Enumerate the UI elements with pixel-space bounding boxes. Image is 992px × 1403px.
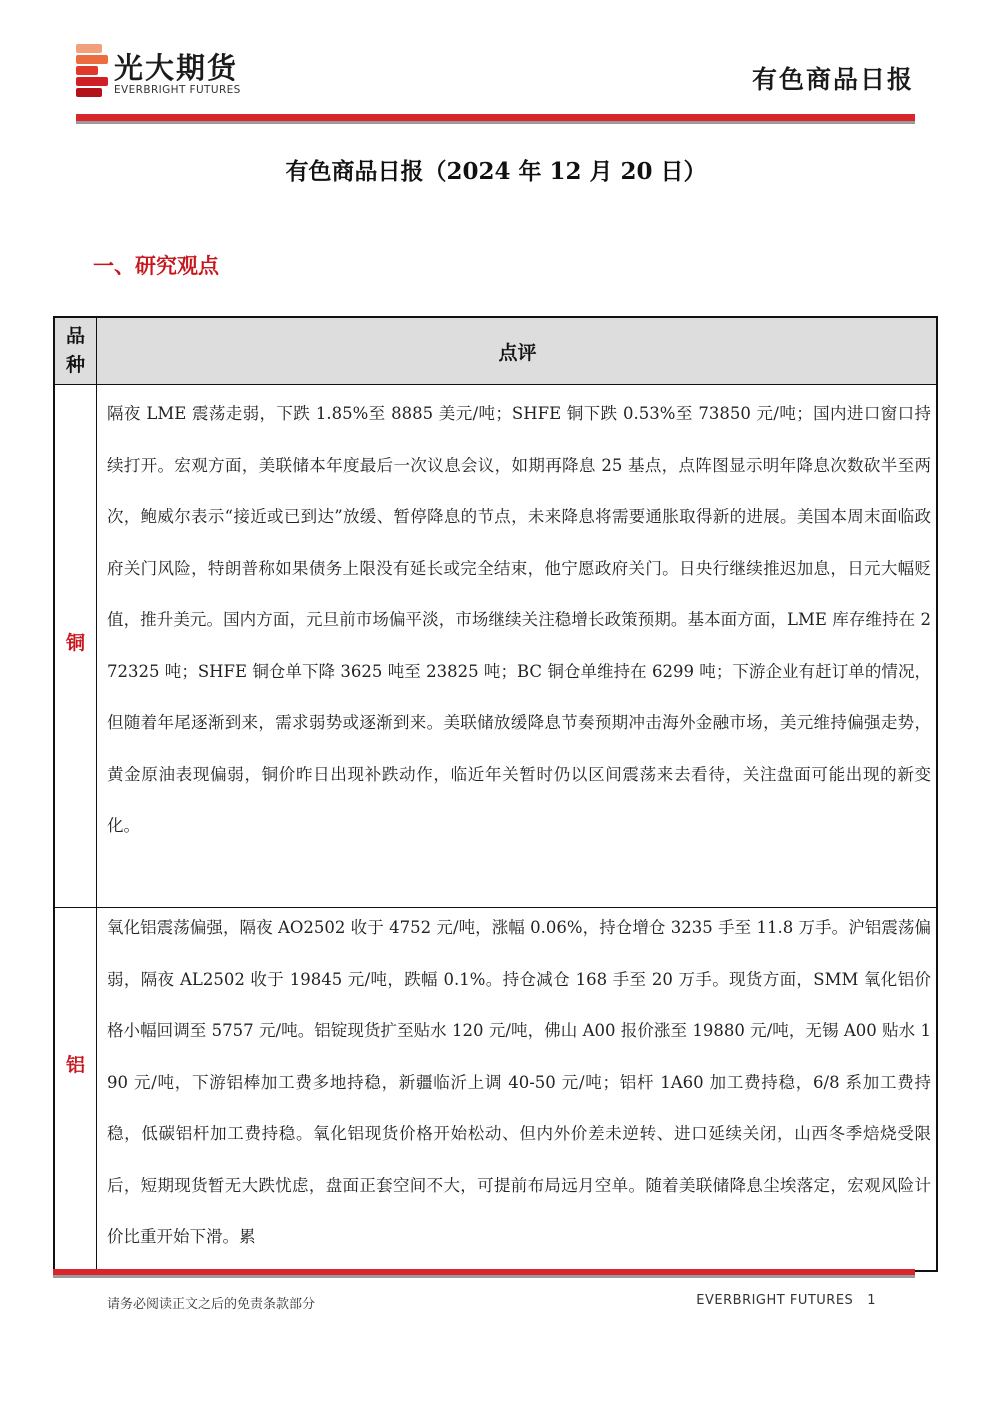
- report-type-label: 有色商品日报: [751, 65, 914, 94]
- logo-name-en: EVERBRIGHT FUTURES: [114, 84, 241, 96]
- header-variety: 品 种: [65, 325, 85, 376]
- footer-disclaimer: 请务必阅读正文之后的免责条款部分: [107, 1297, 316, 1312]
- row-variety-copper: 铜: [65, 632, 85, 654]
- header-comment: 点评: [498, 342, 537, 364]
- section-heading: 一、研究观点: [93, 253, 219, 278]
- footer-divider: [53, 1269, 915, 1275]
- row-comment-aluminium: 氧化铝震荡偏强，隔夜 AO2502 收于 4752 元/吨，涨幅 0.06%，持仓增仓 3235 手至 11.8 万手。沪铝震荡偏弱，隔夜 AL2502 收于 19845 元/吨，跌幅 0.1%。持仓减仓 168 手至 20 万手。现货方面，SMM 氧化铝价格小幅回调至 5757 元/吨。铝锭现货扩至贴水 120 元/吨，佛山 A00 报价涨至 19880 元/吨，无锡 A00 贴水 190 元/吨，下游铝棒加工费多地持稳，新疆临沂上调 40-50 元/吨；铝杆 1A60 加工费持稳，6/8 系加工费持稳，低碳铝杆加工费持稳。氧化铝现货价格开始松动、但内外价差未逆转、进口延续关闭，山西冬季焙烧受限后，短期现货暂无大跌忧虑，盘面正套空间不大，可提前布局远月空单。随着美联储降息尘埃落定，宏观风险计价比重开始下滑。累: [107, 918, 931, 1246]
- footer-brand: [696, 1293, 876, 1308]
- logo-name-cn: 光大期货: [114, 51, 239, 85]
- row-comment-copper: 隔夜 LME 震荡走弱，下跌 1.85%至 8885 美元/吨；SHFE 铜下跌 0.53%至 73850 元/吨；国内进口窗口持续打开。宏观方面，美联储本年度最后一次议息会议，如期再降息 25 基点，点阵图显示明年降息次数砍半至两次，鲍威尔表示“接近或已到达”放缓、暂停降息的节点，未来降息将需要通胀取得新的进展。美国本周末面临政府关门风险，特朗普称如果债务上限没有延长或完全结束，他宁愿政府关门。日央行继续推迟加息，日元大幅贬值，推升美元。国内方面，元旦前市场偏平淡，市场继续关注稳增长政策预期。基本面方面，LME 库存维持在 272325 吨；SHFE 铜仓单下降 3625 吨至 23825 吨；BC 铜仓单维持在 6299 吨；下游企业有赶订单的情况，但随着年尾逐渐到来，需求弱势或逐渐到来。美联储放缓降息节奏预期冲击海外金融市场，美元维持偏强走势，黄金原油表现偏弱，铜价昨日出现补跌动作，临近年关暂时仍以区间震荡来去看待，关注盘面可能出现的新变化。: [107, 404, 931, 835]
- row-variety-aluminium: 铝: [65, 1054, 85, 1076]
- table-header-row: [55, 318, 936, 385]
- company-logo: [76, 44, 276, 100]
- page-number: 1: [867, 1293, 876, 1308]
- logo-mark-icon: [76, 44, 108, 96]
- header-divider: [76, 114, 915, 121]
- document-title: 有色商品日报（2024 年 12 月 20 日）: [285, 158, 707, 185]
- footer-brand-name: EVERBRIGHT FUTURES: [696, 1293, 854, 1308]
- row-comment-clip: [97, 908, 938, 1270]
- research-table: [53, 316, 938, 1272]
